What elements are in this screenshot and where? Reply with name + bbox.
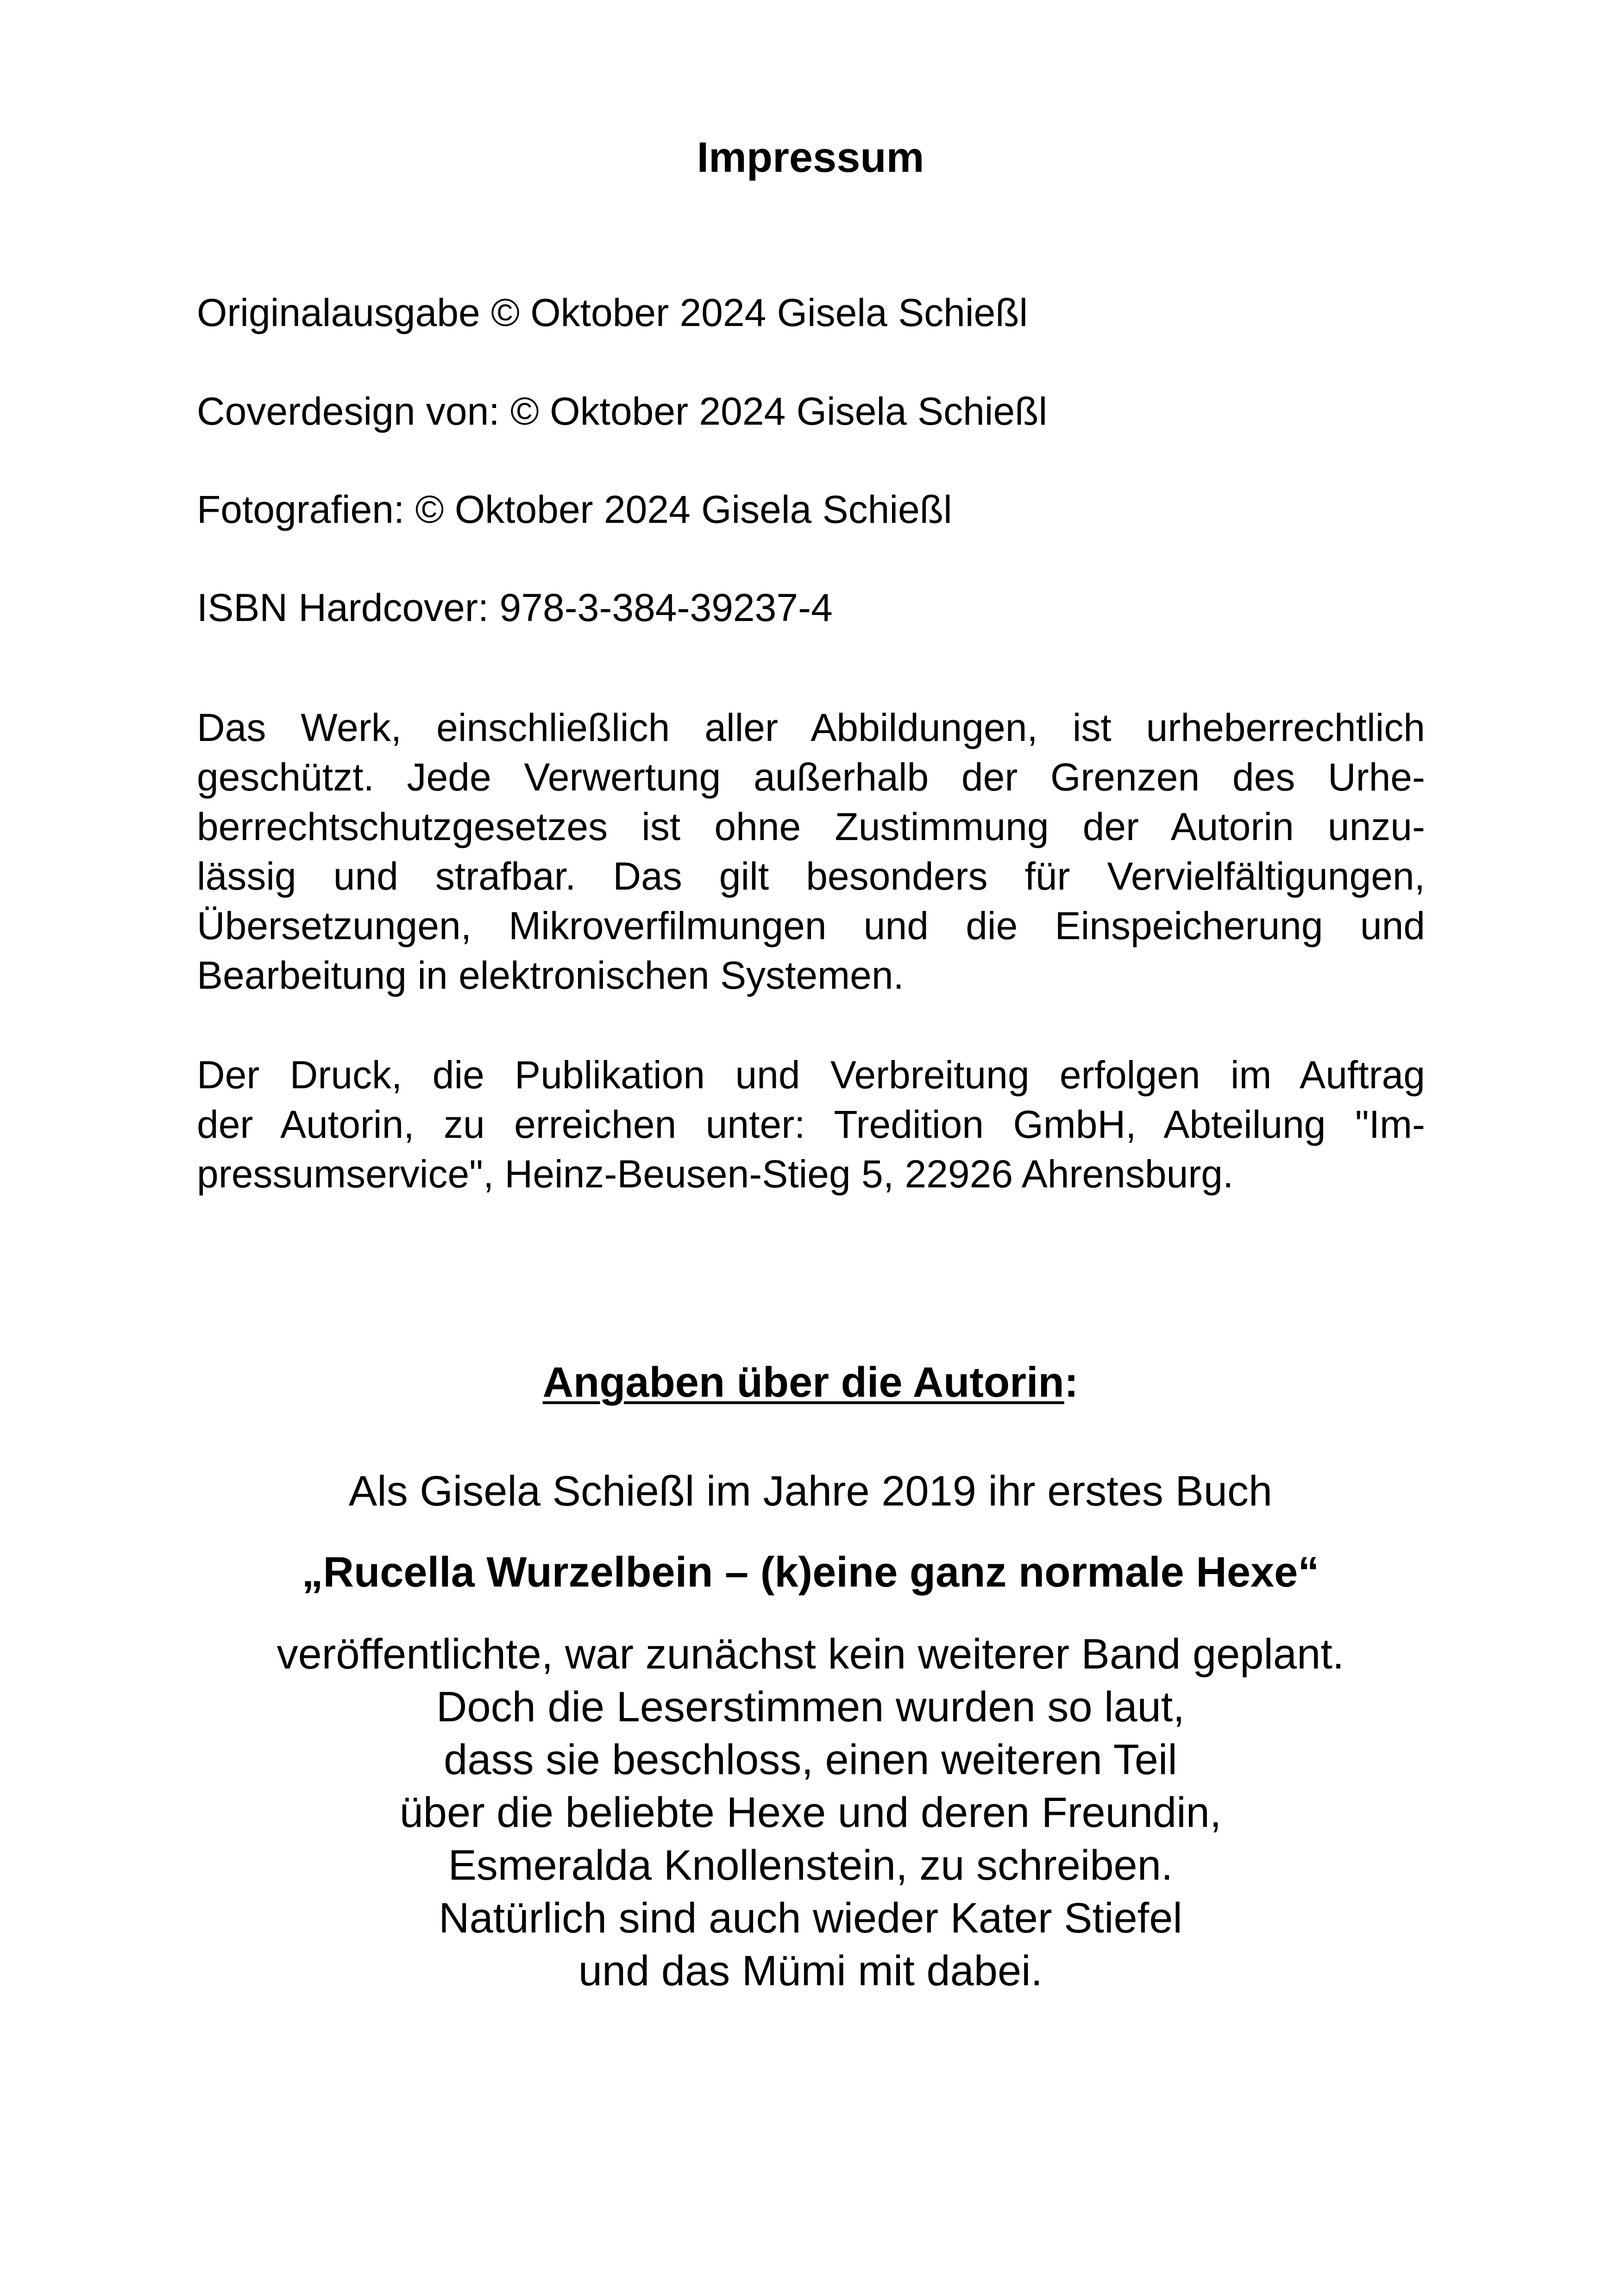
author-heading-text: Angaben über die Autorin	[542, 1359, 1064, 1406]
isbn-line: ISBN Hardcover: 978-3-384-39237-4	[197, 586, 833, 629]
author-text-line: Natürlich sind auch wieder Kater Stiefel	[439, 1895, 1182, 1942]
author-text-line: dass sie beschloss, einen weiteren Teil	[444, 1736, 1177, 1783]
copyright-line: Das Werk, einschließlich aller Abbildungen, ist urheberrechtlich	[197, 706, 1425, 749]
copyright-line: geschützt. Jede Verwertung außerhalb der Grenzen des Urhe-	[197, 755, 1425, 799]
book-title: „Rucella Wurzelbein – (k)eine ganz normale Hexe“	[302, 1549, 1319, 1596]
photos-line: Fotografien: © Oktober 2024 Gisela Schießl	[197, 488, 952, 531]
original-edition-line: Originalausgabe © Oktober 2024 Gisela Schießl	[197, 291, 1028, 334]
publisher-line: pressumservice", Heinz-Beusen-Stieg 5, 22926 Ahrensburg.	[197, 1152, 1234, 1196]
author-text	[0, 1628, 1621, 1997]
author-heading	[0, 1357, 1621, 1408]
cover-design-line: Coverdesign von: © Oktober 2024 Gisela Schießl	[197, 389, 1048, 433]
impressum-title: Impressum	[697, 134, 924, 181]
author-text-line: veröffentlichte, war zunächst kein weiterer Band geplant.	[276, 1631, 1345, 1678]
copyright-line: lässig und strafbar. Das gilt besonders für Vervielfältigungen,	[197, 854, 1425, 898]
copyright-paragraph	[197, 703, 1425, 1000]
author-text-line: Doch die Leserstimmen wurden so laut,	[436, 1683, 1185, 1731]
author-intro: Als Gisela Schießl im Jahre 2019 ihr erstes Buch	[348, 1468, 1273, 1515]
author-text-line: Esmeralda Knollenstein, zu schreiben.	[448, 1842, 1173, 1889]
publisher-paragraph	[197, 1050, 1425, 1199]
copyright-line: Bearbeitung in elektronischen Systemen.	[197, 954, 904, 997]
copyright-line: berrechtschutzgesetzes ist ohne Zustimmung der Autorin unzu-	[197, 805, 1425, 848]
author-heading-colon: :	[1064, 1359, 1079, 1406]
author-text-line: und das Mümi mit dabei.	[578, 1947, 1043, 1995]
publisher-line: der Autorin, zu erreichen unter: Tredition GmbH, Abteilung "Im-	[197, 1103, 1425, 1146]
copyright-line: Übersetzungen, Mikroverfilmungen und die Einspeicherung und	[197, 904, 1425, 947]
publisher-line: Der Druck, die Publikation und Verbreitung erfolgen im Auftrag	[197, 1053, 1425, 1097]
author-text-line: über die beliebte Hexe und deren Freundin,	[399, 1789, 1222, 1836]
